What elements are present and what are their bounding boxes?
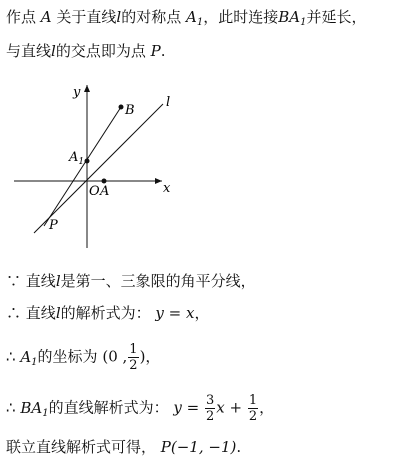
solution-line-1: ∵ 直线l是第一、三象限的角平分线， xyxy=(6,272,256,290)
y-axis-label: y xyxy=(73,85,81,100)
solution-line-5: 联立直线解析式可得， P(−1, −1). xyxy=(6,438,242,456)
point-a-label: A xyxy=(40,8,52,26)
point-a1-figure-label: $A_1$ xyxy=(69,150,85,167)
fraction-one-half: $\frac{1}{2}$ xyxy=(129,342,138,373)
fraction-one-half-2: $\frac{1}{2}$ xyxy=(248,393,258,424)
intro-line-1: 作点 A 关于直线l的对称点 $A_1$，此时连接$BA_1$并延长， xyxy=(6,8,367,28)
point-a1 xyxy=(85,159,90,164)
fraction-three-halves: $\frac{3}{2}$ xyxy=(205,393,215,424)
equation-l: y = x xyxy=(155,304,195,322)
x-axis-label: x xyxy=(163,181,171,196)
point-p-label: P xyxy=(150,42,161,60)
result-point-p: P(−1, −1) xyxy=(160,438,237,456)
solution-line-2: ∴ 直线l的解析式为： y = x， xyxy=(6,304,210,322)
point-b-label: B xyxy=(125,103,135,118)
line-l-label: l xyxy=(116,8,122,26)
line-l-figure-label: l xyxy=(166,95,171,110)
point-a1-label: $A_1$ xyxy=(186,8,204,28)
point-p-figure-label: P xyxy=(49,218,58,233)
point-a-figure-label: A xyxy=(100,184,110,199)
line-l xyxy=(34,104,163,233)
point-a xyxy=(102,179,107,184)
point-b xyxy=(119,105,124,110)
solution-line-3: ∴ $A_1$的坐标为 (0 , $\frac{1}{2}$ )， xyxy=(6,342,161,373)
origin-label: O xyxy=(89,184,100,199)
solution-line-4: ∴ $BA_1$的直线解析式为： y = $\frac{3}{2}$ x + $\frac{1}{2}$ ， xyxy=(6,393,275,424)
segment-ba1-label: $BA_1$ xyxy=(278,8,307,28)
intro-line-2: 与直线l的交点即为点 P. xyxy=(6,42,166,60)
